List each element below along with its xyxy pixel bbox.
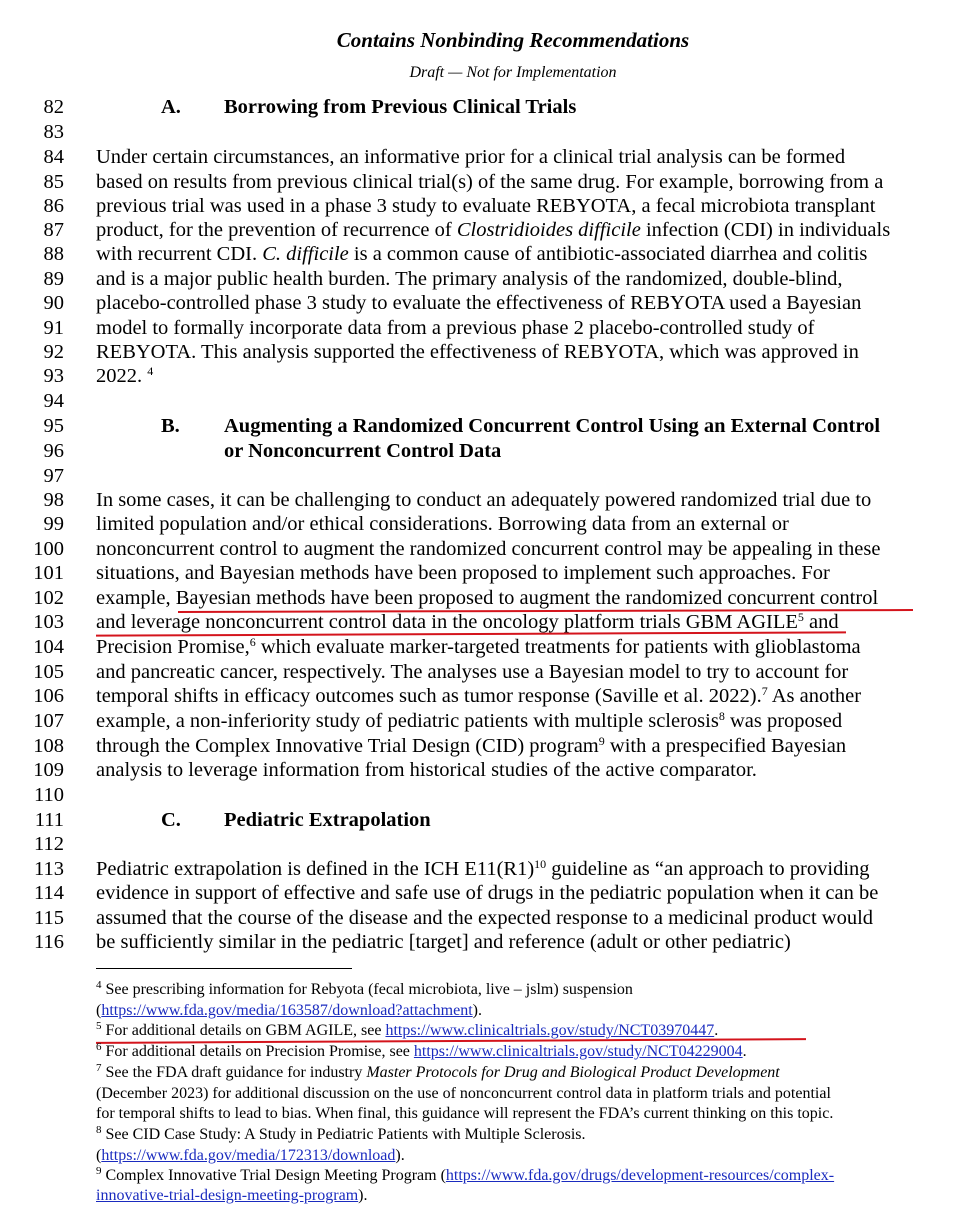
line-number: 107 [33,710,64,732]
line-number: 116 [34,931,64,953]
section-b-letter: B. [161,415,180,437]
text-run: with recurrent CDI. [96,243,263,265]
line-number: 88 [43,243,64,265]
footnote-text: See the FDA draft guidance for industry [101,1064,367,1081]
line [0,684,957,708]
body-text: based on results from previous clinical trial(s) of the same drug. For example, borrowing from a [96,171,884,193]
footnote-text: For additional details on GBM AGILE, see [101,1022,386,1039]
footnote-text: ). [358,1187,368,1204]
body-text: Under certain circumstances, an informative prior for a clinical trial analysis can be formed [96,146,846,168]
footnote-text: ( [96,1002,102,1019]
line [0,857,957,881]
line [0,340,957,364]
footnote-text: ). [395,1147,405,1164]
footnote-ref[interactable]: 7 [761,684,768,698]
footnote-9 [96,1165,946,1186]
line [0,170,957,194]
text-run: product, for the prevention of recurrence of [96,219,457,241]
body-text [96,709,842,733]
footnote-text: ). [472,1002,482,1019]
footnote-text: . [714,1022,719,1039]
section-a-letter: A. [161,96,181,118]
body-text: and pancreatic cancer, respectively. The analyses use a Bayesian model to try to account for [96,661,849,683]
line-number: 115 [34,907,64,929]
line [0,488,957,512]
line-number: 94 [43,390,64,412]
line [0,267,957,291]
footnote-text: See prescribing information for Rebyota (fecal microbiota, live – jslm) suspension [101,981,633,998]
footnote-link[interactable]: innovative-trial-design-meeting-program [96,1187,359,1204]
line [0,464,957,488]
line-number: 91 [43,317,64,339]
line [0,512,957,536]
body-text [96,610,839,634]
line [0,95,957,119]
line-number: 113 [34,858,64,880]
footnote-link[interactable]: https://www.fda.gov/media/163587/download?attachment [101,1002,473,1019]
footnote-7-cont [96,1103,946,1124]
body-text [96,242,867,266]
body-text: REBYOTA. This analysis supported the effectiveness of REBYOTA, which was approved in [96,341,859,363]
line [0,316,957,340]
line [0,808,957,832]
text-run: Precision Promise, [96,636,250,658]
line-number: 102 [33,587,64,609]
body-text: limited population and/or ethical considerations. Borrowing data from an external or [96,513,789,535]
body-text: evidence in support of effective and safe use of drugs in the pediatric population when it can be [96,882,879,904]
line-number: 90 [43,292,64,314]
line [0,930,957,954]
footnote-number: 5 [96,1020,102,1032]
species-name: C. difficile [262,243,349,265]
page-header-subtitle: Draft — Not for Implementation [409,64,617,81]
footnote-6 [96,1041,946,1062]
line-number: 104 [33,636,64,658]
text-run: which evaluate marker-targeted treatments for patients with glioblastoma [255,636,861,658]
text-run: temporal shifts in efficacy outcomes such as tumor response (Saville et al. 2022). [96,685,762,707]
line-number: 98 [43,489,64,511]
body-text: and is a major public health burden. The primary analysis of the randomized, double-blind, [96,268,843,290]
text-run: example, a non-inferiority study of pediatric patients with multiple sclerosis [96,710,719,732]
footnote-number: 7 [96,1062,102,1074]
line [0,561,957,585]
footnote-link[interactable]: https://www.fda.gov/media/172313/download [101,1147,396,1164]
body-text: previous trial was used in a phase 3 study to evaluate REBYOTA, a fecal microbiota transplant [96,195,876,217]
guidance-title: Master Protocols for Drug and Biological Product Development [366,1064,780,1081]
text-run: guideline as “an approach to providing [546,858,870,880]
text-run: is a common cause of antibiotic-associated diarrhea and colitis [348,243,868,265]
footnote-8 [96,1124,946,1145]
line-number: 109 [33,759,64,781]
footnote-divider [96,968,352,969]
section-a-heading: Borrowing from Previous Clinical Trials [224,96,577,118]
section-b-heading-cont: or Nonconcurrent Control Data [224,440,502,462]
line [0,218,957,242]
body-text: example, Bayesian methods have been proposed to augment the randomized concurrent control [96,587,879,609]
species-name: Clostridioides difficile [456,219,641,241]
footnote-link[interactable]: https://www.clinicaltrials.gov/study/NCT04229004 [413,1043,743,1060]
line-number: 99 [43,513,64,535]
line-number: 101 [33,562,64,584]
footnote-9-cont [96,1185,946,1206]
line-number: 93 [43,365,64,387]
line [0,242,957,266]
section-c-letter: C. [161,809,181,831]
body-text: model to formally incorporate data from a previous phase 2 placebo-controlled study of [96,317,815,339]
footnote-text: . [742,1043,747,1060]
body-text [96,734,846,758]
line [0,832,957,856]
line [0,537,957,561]
footnote-text: (December 2023) for additional discussion on the use of nonconcurrent control data in platform trials and potential [96,1085,831,1102]
line-number: 97 [43,465,64,487]
footnote-text: Complex Innovative Trial Design Meeting Program ( [101,1167,446,1184]
line [0,660,957,684]
section-b-heading: Augmenting a Randomized Concurrent Control Using an External Control [224,415,881,437]
footnote-number: 4 [96,979,102,991]
text-run: As another [767,685,862,707]
footnote-4 [96,979,946,1000]
footnote-ref[interactable]: 6 [249,635,256,649]
line [0,414,957,438]
footnote-ref[interactable]: 4 [147,364,154,378]
line-number: 92 [43,341,64,363]
line-number: 112 [34,833,64,855]
footnote-text: See CID Case Study: A Study in Pediatric Patients with Multiple Sclerosis. [101,1126,586,1143]
footnote-7 [96,1062,946,1083]
line-number: 103 [33,611,64,633]
footnote-5 [96,1020,946,1041]
line [0,758,957,782]
line-number: 105 [33,661,64,683]
body-text: In some cases, it can be challenging to conduct an adequately powered randomized trial due to [96,489,872,511]
body-text [96,218,890,242]
line [0,291,957,315]
text-run: 2022. [96,365,148,387]
line-number: 108 [33,735,64,757]
line-number: 85 [43,171,64,193]
body-text: situations, and Bayesian methods have been proposed to implement such approaches. For [96,562,830,584]
line-number: 110 [34,784,64,806]
line-number: 86 [43,195,64,217]
footnote-ref[interactable]: 5 [797,610,804,624]
line [0,364,957,388]
line [0,610,957,634]
footnote-ref[interactable]: 10 [534,857,547,871]
text-run: with a prespecified Bayesian [604,735,847,757]
section-c-heading: Pediatric Extrapolation [224,809,431,831]
line [0,120,957,144]
footnote-number: 6 [96,1041,102,1053]
line-number: 111 [34,809,64,831]
line [0,906,957,930]
body-text: placebo-controlled phase 3 study to evaluate the effectiveness of REBYOTA used a Bayesian [96,292,862,314]
body-text: analysis to leverage information from historical studies of the active comparator. [96,759,757,781]
body-text: nonconcurrent control to augment the randomized concurrent control may be appealing in these [96,538,881,560]
footnote-text: for temporal shifts to lead to bias. When final, this guidance will represent the FDA’s current thinking on this topic. [96,1105,834,1122]
line-number: 106 [33,685,64,707]
line-number: 114 [34,882,64,904]
footnote-4-cont [96,1000,946,1021]
line-number: 100 [33,538,64,560]
footnote-text: ( [96,1147,102,1164]
line-number: 89 [43,268,64,290]
footnote-7-cont [96,1083,946,1104]
body-text: assumed that the course of the disease and the expected response to a medicinal product would [96,907,874,929]
line-number: 84 [43,146,64,168]
line [0,635,957,659]
line [0,734,957,758]
footnote-ref[interactable]: 9 [598,734,605,748]
line [0,389,957,413]
text-run: Pediatric extrapolation is defined in the ICH E11(R1) [96,858,535,880]
line-number: 83 [43,121,64,143]
body-text [96,684,861,708]
body-text [96,857,870,881]
footnote-text: For additional details on Precision Promise, see [101,1043,414,1060]
line [0,145,957,169]
footnote-8-cont [96,1145,946,1166]
line [0,881,957,905]
footnote-number: 8 [96,1124,102,1136]
text-run: was proposed [724,710,843,732]
body-text [96,635,861,659]
line-number: 82 [43,96,64,118]
line-number: 96 [43,440,64,462]
footnote-link[interactable]: https://www.fda.gov/drugs/development-resources/complex- [445,1167,835,1184]
line-number: 87 [43,219,64,241]
line [0,709,957,733]
page-header-title: Contains Nonbinding Recommendations [336,28,690,52]
footnote-number: 9 [96,1165,102,1177]
text-run: infection (CDI) in individuals [640,219,891,241]
line [0,586,957,610]
line [0,783,957,807]
line-number: 95 [43,415,64,437]
footnote-ref[interactable]: 8 [718,709,725,723]
text-run: and leverage nonconcurrent control data in the oncology platform trials GBM AGILE [96,611,798,633]
text-run: and [803,611,839,633]
footnote-link[interactable]: https://www.clinicaltrials.gov/study/NCT03970447 [385,1022,715,1039]
body-text [96,364,153,388]
line [0,194,957,218]
body-text: be sufficiently similar in the pediatric [target] and reference (adult or other pediatric) [96,931,791,953]
text-run: through the Complex Innovative Trial Design (CID) program [96,735,599,757]
line [0,439,957,463]
